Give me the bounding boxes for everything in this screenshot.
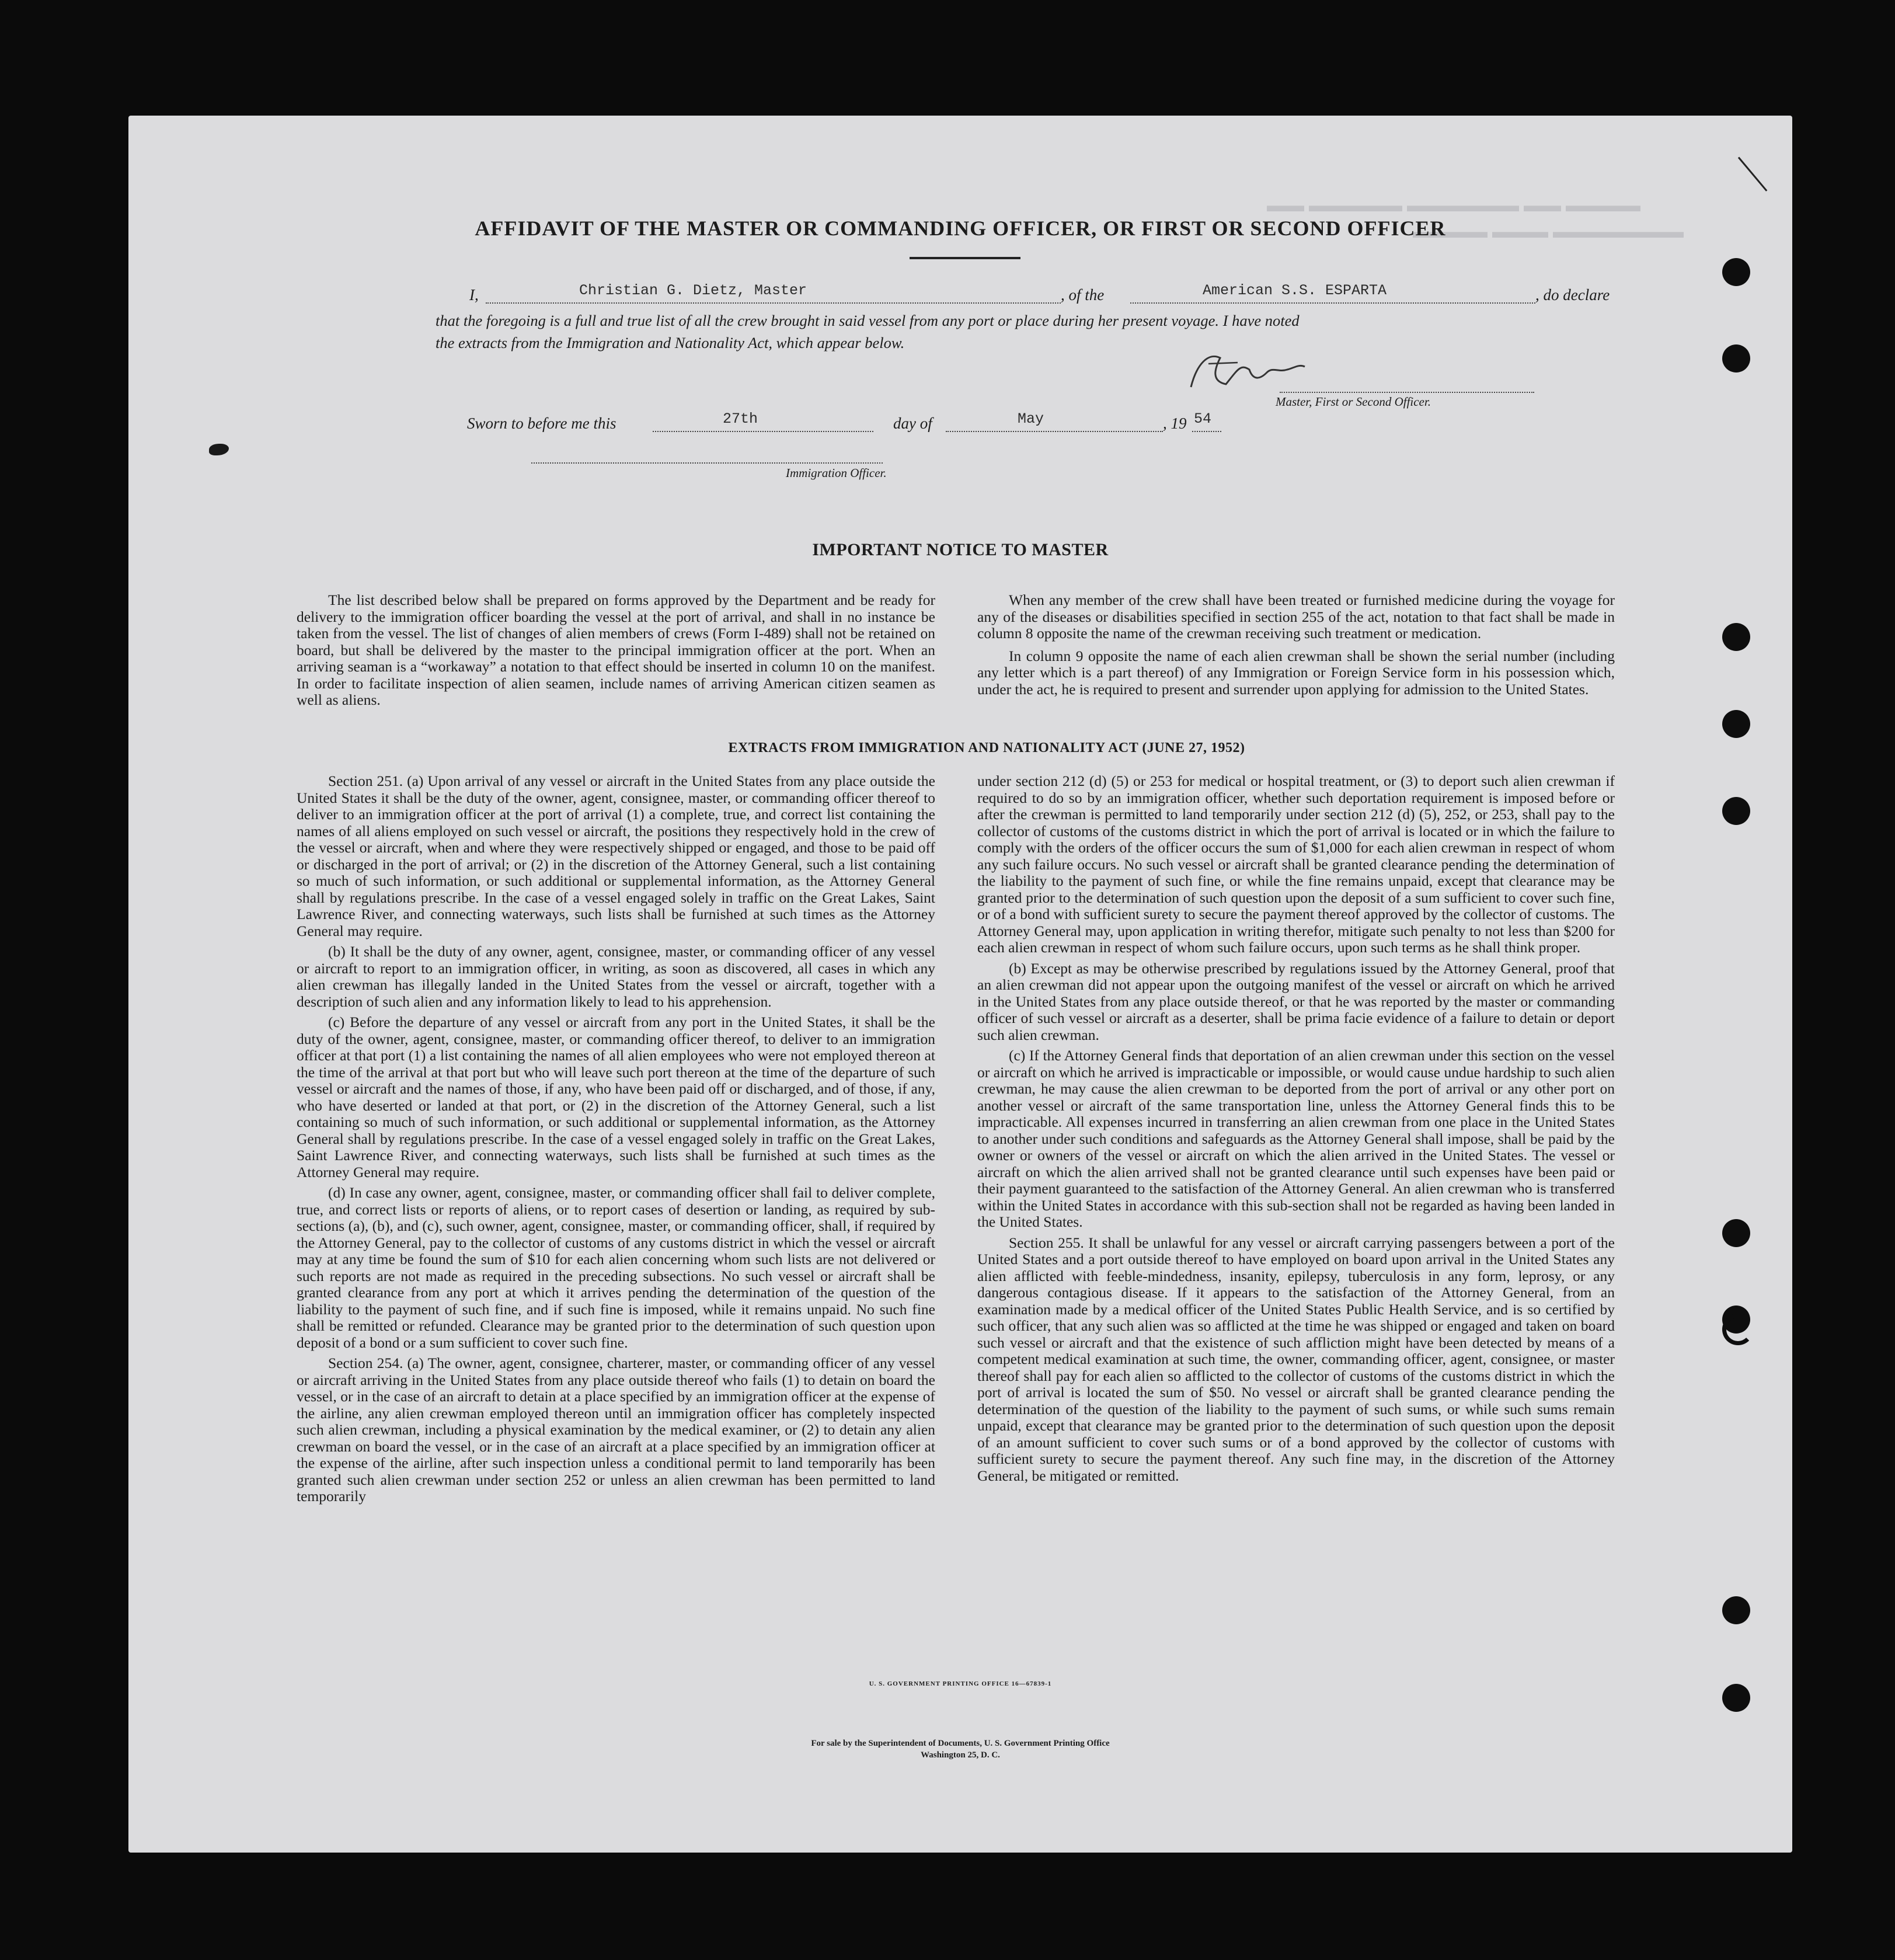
statute-paragraph: (d) In case any owner, agent, consignee, master, or commanding officer shall fail to deliver complete, true, and correct lists or reports of aliens, or to report cases of desertion or landing, as required by sub-sections (a), (b), and (c), such owner, agent, consignee, master, or commanding officer, shall, if required by the Attorney General, pay to the collector of customs of any customs district in which the vessel or aircraft may at any time be found the sum of $10 for each alien concerning whom such lists are not delivered or such reports are not made as required in the preceding subsections. No such vessel or aircraft shall be granted clearance from any port at which it arrives pending the determination of the question of the liability to the payment of such fine, and if such fine is imposed, while it remains unpaid. No such fine shall be remitted or refunded. Clearance may be granted prior to the determination of such question upon deposit of a bond or a sum sufficient to cover such fine. — [297, 1184, 935, 1351]
statute-paragraph: (c) If the Attorney General finds that deportation of an alien crewman under this section on the vessel or aircraft on which he arrived is impracticable or impossible, or would cause undue hardship to such alien crewman, he may cause the alien crewman to be deported from the port of arrival or any other port on another vessel or aircraft of the same transportation line, unless the Attorney General finds this to be impracticable. All expenses incurred in transferring an alien crewman from one place in the United States to another under such conditions and safeguards as the Attorney General shall impose, shall be paid by the owner or owners of the vessel or aircraft on which the alien arrived in the United States. The vessel or aircraft on which the alien arrived shall not be granted clearance until such expenses have been paid or their payment guaranteed to the satisfaction of the Attorney General. An alien crewman who is transferred within the United States in accordance with this sub-section shall not be regarded as having been landed in the United States. — [977, 1047, 1615, 1230]
sworn-day: 27th — [723, 410, 758, 427]
officer-line — [531, 462, 883, 464]
ink-smudge — [209, 444, 229, 455]
affidavit-line-3: the extracts from the Immigration and Nationality Act, which appear below. — [436, 334, 905, 351]
year-line — [1192, 431, 1221, 432]
year-suffix: 54 — [1194, 410, 1212, 427]
statute-paragraph: (b) It shall be the duty of any owner, agent, consignee, master, or commanding officer of any vessel or aircraft to report to an immigration officer, in writing, as soon as discovered, all cases in which any alien crewman has illegally landed in the United States from the vessel or aircraft, together with a description of such alien and any information likely to lead to his apprehension. — [297, 943, 935, 1010]
signature-line — [1280, 392, 1534, 393]
officer-caption: Immigration Officer. — [786, 466, 887, 480]
statute-paragraph: Section 251. (a) Upon arrival of any vessel or aircraft in the United States from any place outside the United States it shall be the duty of the owner, agent, consignee, master, or commanding officer thereof to deliver to an immigration officer at the port of arrival (1) a complete, true, and correct list containing the names of all aliens employed on such vessel or aircraft, the positions they respectively hold in the crew of the vessel or aircraft, when and where they were respectively shipped or engaged, and those to be paid off or discharged in the port of arrival; or (2) in the discretion of the Attorney General, such a list containing so much of such information, or such additional or supplemental information, as the Attorney General shall by regulations prescribe. In the case of a vessel engaged solely in traffic on the Great Lakes, Saint Lawrence River, and connecting waterways, such lists shall be furnished at such times as the Attorney General may require. — [297, 772, 935, 939]
notice-title: IMPORTANT NOTICE TO MASTER — [812, 540, 1109, 559]
bleed-through-text: ▬▬ ▬▬▬▬▬ ▬▬▬▬▬▬ ▬▬ ▬▬▬▬ — [1267, 194, 1640, 215]
punch-hole — [1722, 1684, 1750, 1712]
title-rule — [910, 257, 1020, 259]
i-label: I, — [469, 286, 479, 304]
statute-paragraph: Section 255. It shall be unlawful for any vessel or aircraft carrying passengers between a port of the United States and a port outside thereof to have employed on board upon arrival in the United States any alien afflicted with feeble-mindedness, insanity, epilepsy, tuberculosis in any form, leprosy, or any dangerous contagious disease. If it appears to the satisfaction of the Attorney General, from an examination made by a medical officer of the United States Public Health Service, and is so certified by such officer, that any such alien was so afflicted at the time he was shipped or engaged and taken on board such vessel or aircraft and that the existence of such affliction might have been detected by means of a competent medical examination at such time, the owner, commanding officer, agent, consignee, or master thereof shall pay for each alien so afflicted to the collector of customs of the customs district in which the port of arrival is located the sum of $50. No vessel or aircraft shall be granted clearance pending the determination of the question of the liability to the payment of such sums, or while such sums remain unpaid, except that clearance may be granted prior to the determination of such question upon the deposit of an amount sufficient to cover such sums or of a bond approved by the collector of customs with sufficient surety to secure the payment thereof. Any such fine may, in the discretion of the Attorney General, be mitigated or remitted. — [977, 1234, 1615, 1484]
sale-notice-line-2: Washington 25, D. C. — [921, 1750, 1000, 1760]
punch-hole — [1722, 710, 1750, 738]
statute-paragraph: (c) Before the departure of any vessel or aircraft from any port in the United States, it shall be the duty of the owner, agent, consignee, master, or commanding officer thereof, to deliver to an immigration officer at that port (1) a list containing the names of all alien employees who were not employed thereon at the time of the arrival at that port but who will leave such port thereon at the time of the departure of such vessel or aircraft and the names of those, if any, who have been paid off or discharged, and of those, if any, who have deserted or landed at that port, or (2) in the discretion of the Attorney General, such a list containing so much of such information, or such additional or supplemental information, as the Attorney General shall by regulations prescribe. In the case of a vessel engaged solely in traffic on the Great Lakes, Saint Lawrence River, and connecting waterways, such lists shall be furnished at such times as the Attorney General may require. — [297, 1014, 935, 1181]
punch-hole — [1722, 623, 1750, 651]
torn-punch-hole — [1722, 1314, 1754, 1345]
master-signature — [1185, 346, 1314, 399]
sale-notice-line-1: For sale by the Superintendent of Documents, U. S. Government Printing Office — [811, 1739, 1110, 1748]
vessel-name: American S.S. ESPARTA — [1203, 282, 1387, 299]
vessel-line — [1130, 302, 1535, 304]
affidavit-title: AFFIDAVIT OF THE MASTER OR COMMANDING OFFICER, OR FIRST OR SECOND OFFICER — [475, 217, 1446, 240]
month-line — [946, 431, 1163, 432]
of-the-label: , of the — [1061, 286, 1105, 304]
extracts-title: EXTRACTS FROM IMMIGRATION AND NATIONALITY ACT (JUNE 27, 1952) — [728, 740, 1245, 756]
statute-paragraph: under section 212 (d) (5) or 253 for medical or hospital treatment, or (3) to deport such alien crewman if required to do so by an immigration officer, whether such deportation requirement is imposed before or after the crewman is permitted to land temporarily under section 212 (d) (5), 252, or 253, shall pay to the collector of customs of the customs district in which the port of arrival is located or in which the failure to comply with the orders of the officer occurs the sum of $1,000 for each alien crewman in respect of whom any such failure occurs. No such vessel or aircraft shall be granted clearance pending the determination of the liability to the payment of such fine, or while the fine remains unpaid, except that clearance may be granted prior to the determination of such question upon the deposit of a sum sufficient to cover such fine, or of a bond with sufficient surety to secure the payment thereof approved by the collector of customs. The Attorney General may, upon application in writing therefor, mitigate such penalty to not less than $200 for each alien crewman in respect of whom such failure occurs, upon such terms as he shall think proper. — [977, 772, 1615, 956]
notice-right-column — [977, 592, 1615, 702]
notice-paragraph: When any member of the crew shall have been treated or furnished medicine during the voyage for any of the diseases or disabilities specified in section 255 of the act, notation to that fact shall be made in column 8 opposite the name of the crewman receiving such treatment or medication. — [977, 591, 1615, 642]
punch-hole — [1722, 1219, 1750, 1247]
day-line — [653, 431, 873, 432]
punch-hole — [1722, 1596, 1750, 1624]
bleed-through-text: ▬▬▬▬ ▬▬▬ ▬▬▬▬▬▬▬ — [1413, 221, 1684, 242]
do-declare-label: , do declare — [1535, 286, 1610, 304]
sworn-month: May — [1018, 410, 1044, 427]
master-name: Christian G. Dietz, Master — [579, 282, 807, 299]
extracts-right-column — [977, 773, 1615, 1488]
statute-paragraph: Section 254. (a) The owner, agent, consignee, charterer, master, or commanding officer of any vessel or aircraft arriving in the United States from any place outside thereof who fails (1) to detain on board the vessel, or in the case of an aircraft to detain at a place specified by an immigration officer at the expense of the airline, any alien crewman employed thereon until an immigration officer has completely inspected such alien crewman, including a physical examination by the medical examiner, or (2) to detain any alien crewman on board the vessel, or in the case of an aircraft at a place specified by an immigration officer at the expense of the airline, after such inspection unless a conditional permit to land temporarily has been granted such alien crewman under section 252 or unless an alien crewman has been permitted to land temporarily — [297, 1355, 935, 1505]
statute-paragraph: (b) Except as may be otherwise prescribed by regulations issued by the Attorney General, proof that an alien crewman did not appear upon the outgoing manifest of the vessel or aircraft on which he arrived in the United States from any place outside thereof, or that he was reported by the master or commanding officer of such vessel or aircraft as a deserter, shall be prima facie evidence of a failure to detain or deport such alien crewman. — [977, 959, 1615, 1043]
punch-hole — [1722, 344, 1750, 372]
punch-hole — [1722, 258, 1750, 286]
name-line — [486, 302, 1061, 304]
sworn-label: Sworn to before me this — [467, 415, 616, 432]
signature-caption: Master, First or Second Officer. — [1276, 395, 1431, 409]
affidavit-line-2: that the foregoing is a full and true list of all the crew brought in said vessel from any port or place during her present voyage. I have noted — [436, 312, 1300, 329]
year-prefix: , 19 — [1163, 415, 1187, 432]
day-of-label: day of — [893, 415, 932, 432]
extracts-left-column — [297, 773, 935, 1509]
notice-paragraph: The list described below shall be prepared on forms approved by the Department and be ready for delivery to the immigration officer boarding the vessel at the port of arrival, and shall in no instance be taken from the vessel. The list of changes of alien members of crews (Form I-489) shall not be retained on board, but shall be delivered by the master to the principal immigration officer at the port. When an arriving seaman is a “workaway” a notation to that effect should be inserted in column 10 on the manifest. In order to facilitate inspection of alien seamen, include names of arriving American citizen seamen as well as aliens. — [297, 591, 935, 708]
form-page — [128, 116, 1792, 1853]
notice-paragraph: In column 9 opposite the name of each alien crewman shall be shown the serial number (including any letter which is a part thereof) of any Immigration or Foreign Service form in his possession which, under the act, he is required to present and surrender upon applying for admission to the United States. — [977, 647, 1615, 698]
punch-hole — [1722, 797, 1750, 825]
corner-mark — [1738, 157, 1768, 192]
notice-left-column — [297, 592, 935, 713]
gpo-imprint: U. S. GOVERNMENT PRINTING OFFICE 16—67839-1 — [869, 1680, 1052, 1687]
